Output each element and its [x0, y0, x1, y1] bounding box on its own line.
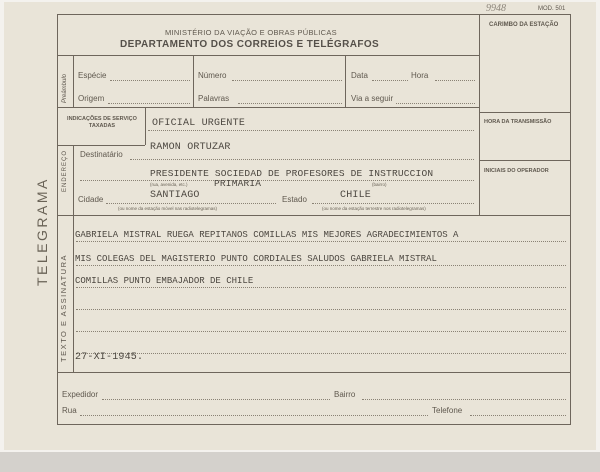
- frame-bottom: [57, 424, 571, 425]
- indicacoes-value: OFICIAL URGENTE: [152, 118, 246, 129]
- expedidor-label: Expedidor: [62, 390, 99, 399]
- right-column-divider: [479, 14, 480, 215]
- hora-field[interactable]: [435, 80, 475, 81]
- destinatario-line: [130, 159, 474, 160]
- message-rule: [76, 265, 566, 266]
- indicacoes-divider: [145, 107, 146, 145]
- department-title: DEPARTAMENTO DOS CORREIOS E TELÉGRAFOS: [120, 39, 380, 50]
- estado-value: CHILE: [340, 190, 372, 201]
- preamble-separator: [57, 107, 479, 108]
- especie-field[interactable]: [110, 80, 190, 81]
- frame-top: [57, 14, 571, 15]
- message-rule: [76, 331, 566, 332]
- hora-label: Hora: [411, 71, 429, 80]
- palavras-label: Palavras: [198, 94, 230, 103]
- preamble-divider-2: [345, 55, 346, 107]
- bairro-note: (bairro): [372, 182, 387, 187]
- telegrama-label: TELEGRAMA: [34, 177, 50, 286]
- preambulo-label: Preâmbulo: [62, 73, 68, 103]
- transmission-separator: [479, 160, 571, 161]
- rua-label: Rua: [62, 406, 77, 415]
- numero-field[interactable]: [232, 80, 342, 81]
- data-field[interactable]: [372, 80, 408, 81]
- message-rule: [76, 241, 566, 242]
- indicacoes-label: INDICAÇÕES DE SERVIÇO TAXADAS: [67, 116, 137, 129]
- estado-label: Estado: [282, 195, 307, 204]
- via-label: Via a seguir: [351, 94, 394, 103]
- message-line: COMILLAS PUNTO EMBAJADOR DE CHILE: [75, 276, 254, 286]
- preamble-side-divider: [73, 55, 74, 107]
- iniciais-operador-label: INICIAIS DO OPERADOR: [484, 168, 549, 174]
- preamble-divider-1: [193, 55, 194, 107]
- scan-margin: [0, 452, 600, 472]
- origem-label: Origem: [78, 94, 105, 103]
- model-number: MOD. 501: [538, 6, 566, 12]
- numero-label: Número: [198, 71, 227, 80]
- estado-line: [312, 203, 474, 204]
- telegram-form: [4, 2, 596, 450]
- rua-field[interactable]: [80, 415, 428, 416]
- cidade-line: [106, 203, 276, 204]
- message-rule: [76, 309, 566, 310]
- indicacoes-line: [148, 130, 474, 131]
- message-line: MIS COLEGAS DEL MAGISTERIO PUNTO CORDIALES SALUDOS GABRIELA MISTRAL: [75, 254, 437, 264]
- frame-right: [570, 14, 571, 424]
- texto-assinatura-label: TEXTO E ASSINATURA: [59, 254, 68, 362]
- cidade-label: Cidade: [78, 195, 104, 204]
- destinatario-label: Destinatário: [80, 150, 123, 159]
- address-side-divider: [73, 145, 74, 215]
- indicacoes-separator: [57, 145, 145, 146]
- ministry-title: MINISTÉRIO DA VIAÇÃO E OBRAS PÚBLICAS: [165, 28, 337, 37]
- bairro-label: Bairro: [334, 390, 356, 399]
- estado-note: (ou nome da estação terrestre nos radiotelegramas): [322, 206, 426, 211]
- header-separator: [57, 55, 479, 56]
- message-line: GABRIELA MISTRAL RUEGA REPITANOS COMILLAS MIS MEJORES AGRADECIMIENTOS A: [75, 230, 459, 240]
- data-label: Data: [351, 71, 368, 80]
- message-rule: [76, 287, 566, 288]
- telefone-label: Telefone: [432, 406, 463, 415]
- origem-field[interactable]: [108, 103, 190, 104]
- frame-left: [57, 14, 58, 424]
- message-separator: [57, 372, 571, 373]
- stamp-label: CARIMBO DA ESTAÇÃO: [489, 22, 559, 28]
- hora-transmissao-label: HORA DA TRANSMISSÃO: [484, 119, 552, 125]
- expedidor-field[interactable]: [102, 399, 330, 400]
- message-rule: [76, 353, 566, 354]
- stamp-separator: [479, 112, 571, 113]
- cidade-note: (ou nome da estação móvel nas radiotelegramas): [118, 206, 218, 211]
- telefone-field[interactable]: [470, 415, 566, 416]
- palavras-field[interactable]: [238, 103, 342, 104]
- endereco-label: ENDEREÇO: [62, 149, 68, 192]
- address-line-2: PRESIDENTE SOCIEDAD DE PROFESORES DE INSTRUCCION: [150, 168, 434, 179]
- cidade-value: SANTIAGO: [150, 190, 200, 201]
- corner-number: 9948: [486, 3, 506, 14]
- address-separator: [57, 215, 571, 216]
- destinatario-value: RAMON ORTUZAR: [150, 142, 231, 153]
- rua-note: (rua, avenida, etc.): [150, 182, 188, 187]
- especie-label: Espécie: [78, 71, 107, 80]
- message-date: 27-XI-1945.: [75, 352, 144, 363]
- bairro-field[interactable]: [362, 399, 566, 400]
- message-side-divider: [73, 215, 74, 372]
- address-line-2-rule: [80, 180, 474, 181]
- via-field[interactable]: [396, 103, 475, 104]
- address-line-2-cont: PRIMARIA: [214, 178, 262, 189]
